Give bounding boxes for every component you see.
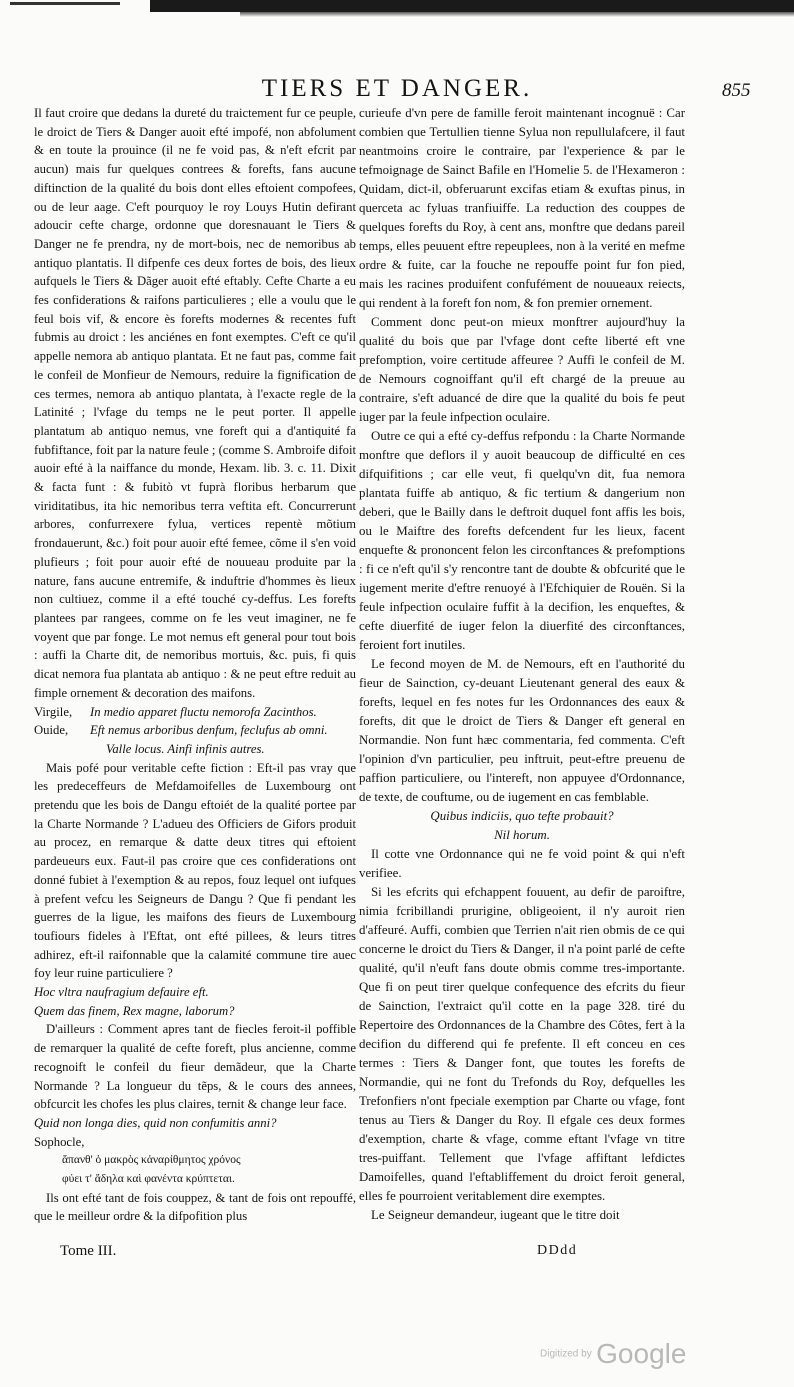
- left-column: [34, 104, 356, 1226]
- quote-author: Sophocle,: [34, 1134, 85, 1149]
- greek-verse: ἅπανθ' ὁ μακρὸς κἀναρίθμητος χρόνος: [62, 1154, 241, 1167]
- paragraph: Mais pofé pour veritable cefte fiction : Eft-il pas vray que les predeceffeurs de Mefdamoifelles de Luxembourg ont pretendu que les bois de Dangu eftoiét de la qualité portee par la Charte Normande ? L'adueu des Officiers de Gifors produit au procez, en remarque & datte deux titres qui eftoient pardeueurs eux. Faut-il pas croire que ces confiderations ont donné fubiet à l'exemption & au repos, fouz lequel ont iufques à prefent vefcu les Seigneurs de Dangu ? Que fi pendant les guerres de la ligue, les maifons des fieurs de Luxembourg toufiours fideles à l'Eftat, ont efté pillees, & leurs titres adhirez, eft-il raifonnable que la calamité commune tire auec foy leur ruine particuliere ?: [34, 760, 356, 981]
- quote-continuation: Valle locus. Ainfi infinis autres.: [106, 741, 265, 756]
- watermark-prefix: Digitized by: [540, 1348, 592, 1360]
- running-head: TIERS ET DANGER.: [261, 75, 533, 102]
- page-number: 855: [722, 80, 751, 101]
- quotation-ovid: [34, 721, 356, 740]
- top-left-ink-mark: [10, 2, 120, 5]
- signature-mark: DDdd: [537, 1243, 578, 1258]
- quote-author: Ouide,: [34, 723, 69, 738]
- volume-label: Tome III.: [60, 1243, 117, 1259]
- paragraph: Le Seigneur demandeur, iugeant que le titre doit: [371, 1208, 620, 1222]
- paragraph: curieufe d'vn pere de famille feroit maintenant incognuë : Car combien que Tertullien tienne Sylua non repullulafcere, il faut neantmoins croire le contraire, par l'experience & par le tefmoignage de Sainct Bafile en l'Homelie 5. de l'Hexameron : Quidam, dict-il, obferuarunt excifas etiam & exuftas pinus, in querceta ac fyluas tranfiuiffe. La reduction des couppes de quelques forefts du Roy, à cent ans, monftre que dedans pareil temps, elles peuuent eftre repeuplees, non à la verité en mefme ordre & fuite, car la fouche ne repouffe point fur fon pied, mais les racines produifent confufément de nouueaux reiects, qui rendent à la foreft fon nom, & fon premier ornement.: [359, 106, 685, 310]
- quote-text: In medio apparet fluctu nemorofa Zacinthos.: [90, 704, 317, 719]
- latin-quotation: Quem das finem, Rex magne, laborum?: [34, 1003, 235, 1018]
- quotation-virgil: [34, 703, 356, 722]
- right-column: [359, 104, 685, 1225]
- greek-verse: φύει τ' ἄδηλα καὶ φανέντα κρύπτεται.: [62, 1173, 235, 1186]
- google-logo: Google: [596, 1338, 687, 1369]
- top-ink-shadow: [240, 12, 794, 17]
- quote-author: Virgile,: [34, 704, 73, 719]
- paragraph: Le fecond moyen de M. de Nemours, eft en l'authorité du fieur de Sainction, cy-deuant Lieutenant general des eaux & forefts, lequel en fes notes fur les Ordonnances des eaux & forefts, dit que le droict de Tiers & Danger eft general en Normandie. Non funt hæc commentaria, fed commenta. C'eft l'opinion d'vn particulier, peu inftruit, peut-eftre preuenu de paffion particuliere, ou l'intereft, non appuyee d'Ordonnance, de texte, de couftume, ou de iugement en cas femblable.: [359, 657, 685, 804]
- digitized-watermark: [540, 1338, 686, 1370]
- paragraph: Il cotte vne Ordonnance qui ne fe void point & qui n'eft verifiee.: [359, 847, 685, 880]
- quote-text: Eft nemus arboribus denfum, feclufus ab omni.: [90, 723, 328, 738]
- paragraph: Si les efcrits qui efchappent fouuent, au defir de paroiftre, nimia fcribillandi prurigine, obligeoient, il n'y auroit rien d'affeuré. Auffi, combien que Terrien n'ait rien obmis de ce qui concerne le droict du Tiers & Danger, il n'a point parlé de cefte qualité, qu'il n'euft fans doute obmis comme tres-importante. Que fi on peut tirer quelque confequence des efcrits du fieur de Sainction, l'extraict qu'il cotte en la page 328. tiré du Repertoire des Ordonnances de la Chambre des Côtes, fert à la decifion du differend qui fe prefente. Il eft conceu en ces termes : Tiers & Danger font, que toutes les forefts de Normandie, qui ne font du Trefonds du Roy, defquelles les Trefonfiers n'ont fpeciale exemption par Charte ou vfage, font tenus au Tiers & Danger du Roy. Il efgale ces deux formes d'exemption, charte & vfage, comme eftant l'vfage vn titre tres-puiffant. Tellement que l'vfage affiftant lefdictes Damoifelles, quand l'eftabliffement du droict feroit general, elles fe pourroient veritablement dire exemptes.: [359, 885, 685, 1203]
- latin-quotation: Quibus indiciis, quo tefte probauit?: [430, 809, 614, 823]
- paragraph: Comment donc peut-on mieux monftrer aujourd'huy la qualité du bois que par l'vfage dont cefte liberté eft vne prefomption, voire certitude affeuree ? Auffi le confeil de M. de Nemours cognoiffant qu'il eft chargé de la preuue au contraire, s'eft aduancé de dire que la qualité du bois fe peut iuger par la feule infpection oculaire.: [359, 315, 685, 424]
- latin-quotation: Hoc vltra naufragium defauire eft.: [34, 985, 209, 1000]
- paragraph: Outre ce qui a efté cy-deffus refpondu : la Charte Normande monftre que deflors il y auoit beaucoup de difficulté en ces difquifitions ; car elle veut, fi quelqu'vn dit, fua nemora plantata fuiffe ab antiquo, & fic tertium & dangerium non deberi, que le Bailly dans le deftroit duquel font affis les bois, ou le Maiftre des forefts defcendent fur les lieux, facent enquefte & prononcent felon les circonftances & prefomptions : fi ce n'eft qu'il s'y rencontre tant de doubte & obfcurité que le iugement merite d'eftre renuoyé à l'Efchiquier de Rouën. Si la feule infpection oculaire fuffit à la decifion, les enqueftes, & cefte diuerfité de iuger felon la diuerfité des circonftances, feroient fort inutiles.: [359, 429, 685, 652]
- paragraph: D'ailleurs : Comment apres tant de fiecles feroit-il poffible de remarquer la qualité de cefte foreft, plus ancienne, comme recognoift le confeil du fieur demãdeur, que la Charte Normande ? La longueur du tẽps, & le cours des annees, obfcurcit les chofes les plus claires, ternit & change leur face.: [34, 1022, 356, 1112]
- latin-quotation: Quid non longa dies, quid non confumitis anni?: [34, 1115, 277, 1130]
- latin-quotation: Nil horum.: [494, 828, 550, 842]
- paragraph: Ils ont efté tant de fois couppez, & tant de fois ont repouffé, que le meilleur ordre & la difpofition plus: [34, 1190, 356, 1224]
- paragraph: Il faut croire que dedans la dureté du traictement fur ce peuple, le droict de Tiers & Danger auoit efté impofé, non abfolument & en toute la prouince (il ne fe void pas, & n'eft efcrit par aucun) mais fur quelques contrees & forefts, fans aucune diftinction de la qualité du bois dont elles eftoient compofees, ou de leur aage. C'eft pourquoy le roy Louys Hutin defirant adoucir cefte charge, ordonne que doresnauant le Tiers & Danger ne fe prendra, ny de mort-bois, nec de nemoribus ab antiquo plantatis. Il difpenfe ces deux fortes de bois, des lieux aufquels le Tiers & Dãger auoit efté eftably. Cefte Charte a eu fes confiderations & raifons particulieres ; elle a voulu que le feul bois vif, & encore ès forefts modernes & recentes fuft fubmis au droict : les anciénes en font exemptes. C'eft ce qu'il appelle nemora ab antiquo plantata. Et ne faut pas, comme fait le confeil de Monfieur de Nemours, reduire la fignification de ces termes, nemora ab antiquo plantata, à l'exacte regle de la Latinité ; l'vfage du temps ne le peut porter. Il appelle plantatum ab antiquo nemus, vne foreft qui a d'antiquité fa fubfiftance, foit par la nature feule ; (comme S. Ambroife difoit auoir efté à la naiffance du monde, Hexam. lib. 3. c. 11. Dixit & facta funt : & fubitò vt fuprà floribus herbarum que viriditatibus, ita hic nemoribus terra veftita eft. Concurrerunt arbores, confurrexere fylua, vertices repentè mõtium frondauerunt, &c.) foit pour auoir efté femee, cõme il s'en void plufieurs ; foit pour auoir efté de nouueau produite par la nature, fans aucune entremife, & induftrie d'hommes ès lieux non cultiuez, comme il a efté touché cy-deffus. Les forefts plantees par rangees, comme on fe les veut imaginer, ne fe voyent que par fonge. Le mot nemus eft general pour tout bois : auffi la Charte dit, de nemoribus mortuis, &c. puis, fi quis dicat nemora fua plantata ab antiquo : & ne peut eftre reduit au fimple ornement & decoration des maifons.: [34, 106, 357, 700]
- top-ink-border: [150, 0, 794, 12]
